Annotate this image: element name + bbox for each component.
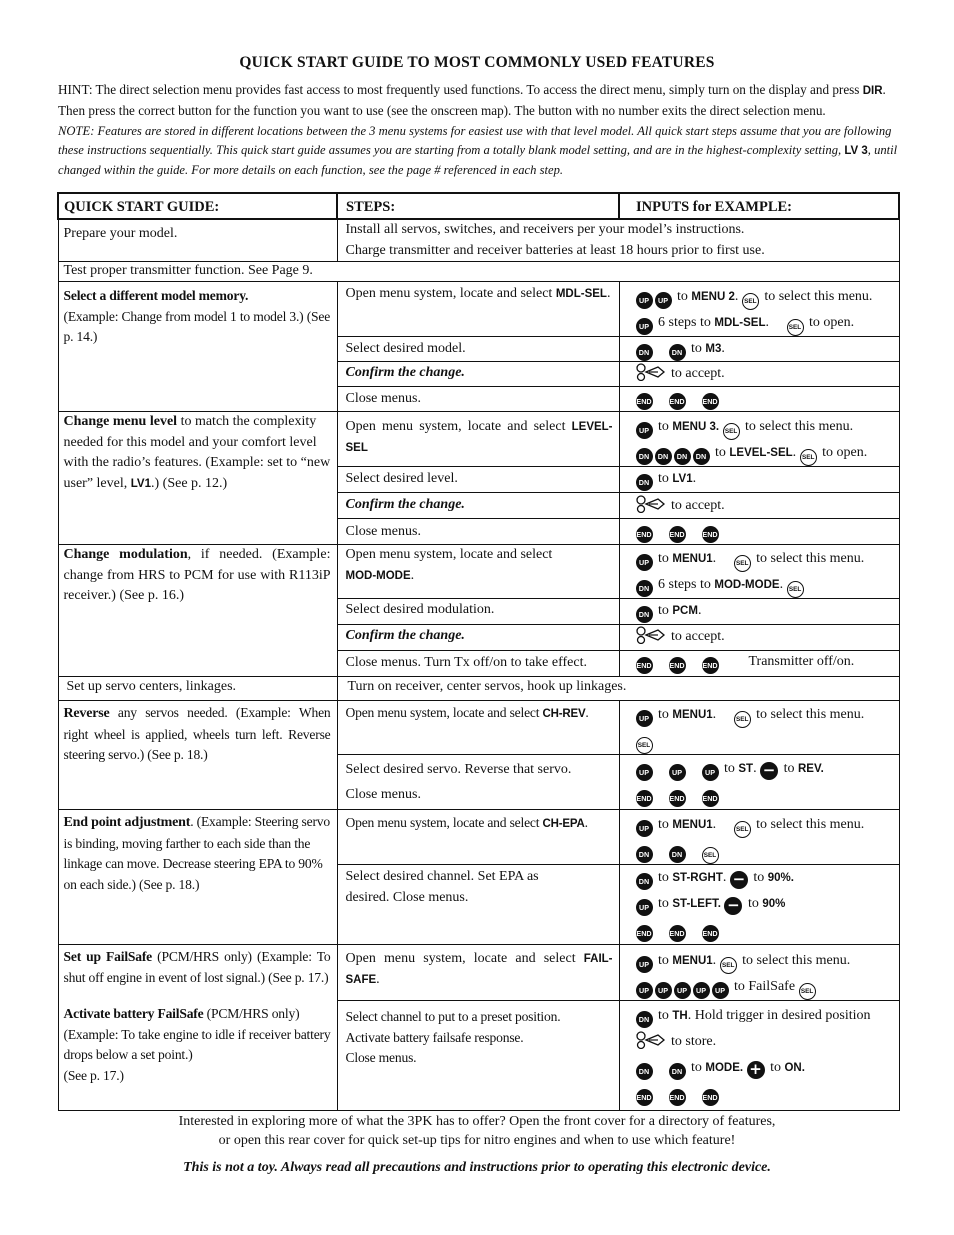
up-button-icon: UP	[655, 982, 672, 999]
guide-cell: Set up servo centers, linkages.	[58, 677, 337, 701]
sel-button-icon: SEL	[734, 821, 751, 838]
input-text: to accept.	[667, 629, 725, 644]
end-button-icon: END	[702, 393, 719, 410]
warning-text: This is not a toy. Always read all precautions and instructions prior to operating this electronic device.	[183, 1160, 771, 1175]
hint-text: HINT: The direct selection menu provides fast access to most frequently used functions. To access the direct menu, simply turn on the display and press	[58, 82, 863, 97]
guide-text: (Example: Change from model 1 to model 3.) (See p. 14.)	[63, 308, 331, 344]
dn-button-icon: DN	[636, 448, 653, 465]
end-button-icon: END	[669, 790, 686, 807]
footer-line: Interested in exploring more of what the 3PK has to offer? Open the front cover for a directory of features,	[178, 1114, 776, 1129]
guide-text: (See p. 17.)	[63, 1067, 124, 1083]
up-button-icon: UP	[702, 764, 719, 781]
steps-cell: Open menu system, locate and select FAIL-SAFE.	[337, 945, 619, 1001]
up-button-icon: UP	[636, 292, 653, 309]
step-text: Select channel to put to a preset position.	[345, 1009, 561, 1024]
input-text: to open.	[818, 445, 868, 460]
inputs-cell: UP to MENU1. SEL to select this menu. UP UP UP UP UP to FailSafe SEL	[619, 945, 899, 1001]
sel-button-icon: SEL	[742, 293, 759, 310]
inputs-cell: DN to ST-RGHT. − to 90%. UP to ST-LEFT. − to 90% END END END	[619, 865, 899, 945]
sel-button-icon: SEL	[720, 957, 737, 974]
end-button-icon: END	[702, 925, 719, 942]
end-button-icon: END	[636, 1089, 653, 1106]
inputs-cell: UP to MENU1. SEL to select this menu. DN 6 steps to MOD-MODE. SEL	[619, 545, 899, 599]
inputs-cell: UP UP UP to ST. − to REV. END END END	[619, 755, 899, 810]
dn-button-icon: DN	[636, 1063, 653, 1080]
steps-cell: Close menus.	[337, 519, 619, 545]
guide-cell	[58, 810, 337, 945]
steps-cell: Confirm the change.	[337, 362, 619, 387]
steps-cell	[337, 755, 619, 810]
step-text: Open menu system, locate and select	[345, 286, 553, 301]
guide-cell: Test proper transmitter function. See Page 9.	[58, 262, 899, 282]
input-text: to store.	[667, 1034, 717, 1049]
input-text: Transmitter off/on.	[748, 654, 855, 669]
menu-keyword: ST-LEFT.	[672, 898, 721, 910]
trigger-icon	[636, 1031, 666, 1049]
input-text: to select this menu.	[752, 817, 865, 832]
footer-line: or open this rear cover for quick set-up tips for nitro engines and when to use which feature!	[218, 1133, 736, 1148]
step-text: Charge transmitter and receiver batteries at least 18 hours prior to first use.	[345, 242, 765, 258]
dn-button-icon: DN	[636, 474, 653, 491]
inputs-cell: UP to MENU 3. SEL to select this menu. DN DN DN DN to LEVEL-SEL. SEL to open.	[619, 412, 899, 467]
step-text: Install all servos, switches, and receivers per your model’s instructions.	[345, 222, 745, 237]
minus-button-icon: −	[724, 897, 742, 915]
menu-keyword: ST	[738, 763, 754, 775]
steps-cell: Select desired model.	[337, 337, 619, 362]
steps-cell	[337, 219, 899, 262]
step-text: Open menu system, locate and select	[345, 951, 576, 966]
step-text: Close menus.	[345, 1050, 417, 1065]
steps-cell: Turn on receiver, center servos, hook up linkages.	[337, 677, 899, 701]
guide-cell: Prepare your model.	[58, 219, 337, 262]
up-button-icon: UP	[636, 554, 653, 571]
end-button-icon: END	[702, 526, 719, 543]
guide-cell	[58, 945, 337, 1111]
guide-title: Change menu level	[63, 414, 178, 429]
header-steps: STEPS:	[337, 193, 619, 219]
inputs-cell: UP to MENU1. SEL to select this menu. DN DN SEL	[619, 810, 899, 865]
end-button-icon: END	[669, 1089, 686, 1106]
menu-keyword: ON.	[784, 1062, 805, 1074]
sel-button-icon: SEL	[800, 449, 817, 466]
inputs-cell	[619, 387, 899, 412]
step-text: Open menu system, locate and select	[345, 547, 553, 562]
steps-cell	[337, 412, 619, 467]
up-button-icon: UP	[712, 982, 729, 999]
menu-keyword: MDL-SEL	[714, 317, 766, 329]
sel-button-icon: SEL	[799, 983, 816, 1000]
guide-cell	[58, 282, 337, 412]
dn-button-icon: DN	[636, 873, 653, 890]
steps-cell: Open menu system, locate and select CH-REV.	[337, 701, 619, 755]
steps-cell: Close menus.	[337, 387, 619, 412]
steps-cell: Open menu system, locate and select CH-EPA.	[337, 810, 619, 865]
inputs-cell	[619, 362, 899, 387]
end-button-icon: END	[636, 657, 653, 674]
note-paragraph	[58, 122, 898, 180]
up-button-icon: UP	[636, 318, 653, 335]
guide-title: End point adjustment	[63, 815, 191, 830]
step-text: Open menu system, locate and select	[345, 815, 543, 830]
steps-cell: Confirm the change.	[337, 493, 619, 519]
up-button-icon: UP	[636, 956, 653, 973]
input-text: to FailSafe	[730, 979, 799, 994]
inputs-cell: UP to MENU1. SEL to select this menu. SEL	[619, 701, 899, 755]
up-button-icon: UP	[636, 899, 653, 916]
end-button-icon: END	[669, 526, 686, 543]
menu-keyword: MODE.	[705, 1062, 744, 1074]
steps-cell: Close menus. Turn Tx off/on to take effect.	[337, 651, 619, 677]
up-button-icon: UP	[636, 422, 653, 439]
menu-keyword: LV1	[130, 477, 151, 490]
dn-button-icon: DN	[669, 846, 686, 863]
table-row	[58, 545, 899, 599]
inputs-cell: DN DN to M3.	[619, 337, 899, 362]
dn-button-icon: DN	[636, 846, 653, 863]
dn-button-icon: DN	[636, 606, 653, 623]
input-text: . Hold trigger in desired position	[687, 1008, 871, 1023]
end-button-icon: END	[702, 790, 719, 807]
dn-button-icon: DN	[669, 344, 686, 361]
inputs-cell	[619, 519, 899, 545]
guide-title: Change modulation	[63, 547, 188, 562]
inputs-cell: DN to TH. Hold trigger in desired position to store. DN DN to MODE. + to ON. END END END	[619, 1001, 899, 1111]
sel-button-icon: SEL	[734, 711, 751, 728]
menu-keyword: MENU1	[672, 955, 713, 967]
end-button-icon: END	[669, 925, 686, 942]
step-text: Open menu system, locate and select	[345, 705, 543, 720]
guide-text: (PCM/HRS only) (Example: To shut off engine in event of lost signal.) (See p. 17.)	[63, 949, 331, 985]
input-text: to accept.	[667, 498, 725, 513]
minus-button-icon: −	[760, 762, 778, 780]
hint-text-end: . Then press the correct button for the function you want to use (see the onscreen map). The button with no number exits the direct selection menu.	[58, 82, 886, 118]
guide-text: , if needed. (Example: change from HRS to PCM for use with R113iP receiver.) (See p. 16.)	[63, 547, 331, 603]
menu-keyword: CH-REV	[542, 708, 586, 720]
guide-cell	[58, 545, 337, 677]
dn-button-icon: DN	[636, 580, 653, 597]
sel-button-icon: SEL	[734, 555, 751, 572]
plus-button-icon: +	[747, 1061, 765, 1079]
menu-keyword: MENU1	[672, 819, 713, 831]
trigger-icon	[636, 626, 666, 644]
up-button-icon: UP	[674, 982, 691, 999]
input-text: to select this menu.	[741, 419, 854, 434]
menu-keyword: MENU 3.	[672, 421, 720, 433]
guide-title: Reverse	[63, 706, 110, 721]
guide-cell	[58, 701, 337, 810]
inputs-cell: DN to LV1.	[619, 467, 899, 493]
steps-cell: Select desired modulation.	[337, 599, 619, 625]
steps-cell: Confirm the change.	[337, 625, 619, 651]
menu-keyword: 90%	[762, 898, 786, 910]
guide-text: to match the complexity needed for this model and your comfort level with the radio’s features. (Example: set to “new user” level,	[63, 414, 331, 491]
input-text: to select this menu.	[738, 953, 851, 968]
end-button-icon: END	[636, 790, 653, 807]
input-text: to open.	[805, 315, 855, 330]
table-row	[58, 219, 899, 262]
table-row	[58, 282, 899, 337]
step-text: Activate battery failsafe response.	[345, 1029, 524, 1045]
steps-cell: Open menu system, locate and select MOD-MODE.	[337, 545, 619, 599]
steps-cell: Select desired channel. Set EPA as desired. Close menus.	[337, 865, 619, 945]
dn-button-icon: DN	[655, 448, 672, 465]
guide-text: . (Example: Steering servo is binding, moving farther to each side than the linkage can move. Decrease steering EPA to 90% on each side.) (See p. 18.)	[63, 814, 330, 892]
guide-title: Activate battery FailSafe	[63, 1006, 204, 1021]
header-guide: QUICK START GUIDE:	[58, 193, 337, 219]
note-text: NOTE: Features are stored in different locations between the 3 menu systems for easiest use with that level model. All quick start steps assume that you are following these instructions sequentially. This quick start guide assumes you are starting from a totally blank model setting, and are in the highest-complexity setting,	[58, 124, 892, 157]
table-header-row	[58, 193, 899, 219]
menu-keyword: MDL-SEL	[555, 288, 607, 300]
guide-title: Set up FailSafe	[63, 949, 153, 964]
inputs-cell	[619, 625, 899, 651]
dn-button-icon: DN	[674, 448, 691, 465]
sel-button-icon: SEL	[787, 319, 804, 336]
table-row	[58, 701, 899, 755]
menu-keyword: ST-RGHT	[672, 872, 723, 884]
dn-button-icon: DN	[636, 1011, 653, 1028]
table-row	[58, 412, 899, 467]
up-button-icon: UP	[636, 982, 653, 999]
menu-keyword: MOD-MODE	[345, 569, 411, 582]
up-button-icon: UP	[669, 764, 686, 781]
end-button-icon: END	[636, 526, 653, 543]
inputs-cell: UP UP to MENU 2. SEL to select this menu. UP 6 steps to MDL-SEL. SEL to open.	[619, 282, 899, 337]
input-text: to select this menu.	[752, 707, 865, 722]
table-row	[58, 945, 899, 1001]
up-button-icon: UP	[636, 764, 653, 781]
end-button-icon: END	[636, 393, 653, 410]
end-button-icon: END	[702, 1089, 719, 1106]
table-row	[58, 810, 899, 865]
dir-key-label: DIR	[862, 85, 883, 97]
sel-button-icon: SEL	[636, 737, 653, 754]
guide-text: any servos needed. (Example: When right wheel is applied, wheels turn left. Reverse steering servo.) (See p. 18.)	[63, 705, 331, 762]
menu-keyword: MENU 2	[691, 291, 735, 303]
steps-cell: Open menu system, locate and select MDL-SEL.	[337, 282, 619, 337]
sel-button-icon: SEL	[702, 847, 719, 864]
input-text: to accept.	[667, 366, 725, 381]
header-inputs: INPUTS for EXAMPLE:	[619, 193, 899, 219]
menu-keyword: LEVEL-SEL	[345, 421, 613, 454]
table-row	[58, 262, 899, 282]
step-text: Select desired servo. Reverse that servo.	[345, 762, 572, 777]
step-text: Open menu system, locate and select	[345, 419, 566, 434]
inputs-cell	[619, 493, 899, 519]
up-button-icon: UP	[636, 820, 653, 837]
input-text: 6 steps to	[654, 315, 715, 330]
steps-cell: Select desired level.	[337, 467, 619, 493]
dn-button-icon: DN	[693, 448, 710, 465]
end-button-icon: END	[636, 925, 653, 942]
table-row	[58, 677, 899, 701]
input-text: to select this menu.	[760, 289, 873, 304]
steps-cell	[337, 1001, 619, 1111]
menu-keyword: REV.	[797, 763, 824, 775]
menu-keyword: FAIL-SAFE	[345, 953, 613, 986]
menu-keyword: LV1	[672, 473, 693, 485]
note-text-end: , until changed within the guide. For more details on each function, see the page # referenced in each step.	[58, 143, 898, 177]
quick-start-table	[57, 192, 900, 1111]
minus-button-icon: −	[730, 871, 748, 889]
trigger-icon	[636, 363, 666, 381]
menu-keyword: 90%.	[767, 872, 794, 884]
menu-keyword: CH-EPA	[542, 818, 585, 830]
menu-keyword: MENU1	[672, 553, 713, 565]
dn-button-icon: DN	[669, 1063, 686, 1080]
sel-button-icon: SEL	[723, 423, 740, 440]
menu-keyword: TH	[672, 1010, 688, 1022]
input-text: 6 steps to	[654, 577, 715, 592]
sel-button-icon: SEL	[787, 581, 804, 598]
menu-keyword: M3	[705, 343, 722, 355]
menu-keyword: PCM	[672, 605, 698, 617]
inputs-cell	[619, 651, 899, 677]
guide-cell: Change menu level to match the complexity needed for this model and your comfort level with the radio’s features. (Example: set to “new user” level, LV1.) (See p. 12.)	[58, 412, 337, 545]
up-button-icon: UP	[636, 710, 653, 727]
input-text: to select this menu.	[752, 551, 865, 566]
up-button-icon: UP	[693, 982, 710, 999]
hint-paragraph	[58, 80, 898, 120]
trigger-icon	[636, 495, 666, 513]
step-text: Close menus.	[345, 787, 421, 802]
inputs-cell: DN to PCM.	[619, 599, 899, 625]
guide-text: (PCM/HRS only) (Example: To take engine to idle if receiver battery drops below a set point.)	[63, 1006, 331, 1062]
up-button-icon: UP	[655, 292, 672, 309]
end-button-icon: END	[702, 657, 719, 674]
lv3-label: LV 3	[844, 145, 868, 157]
end-button-icon: END	[669, 393, 686, 410]
menu-keyword: MENU1	[672, 709, 713, 721]
menu-keyword: LEVEL-SEL	[729, 447, 793, 459]
guide-title: Select a different model memory.	[63, 288, 249, 303]
end-button-icon: END	[669, 657, 686, 674]
menu-keyword: MOD-MODE	[714, 579, 780, 591]
dn-button-icon: DN	[636, 344, 653, 361]
page-title: QUICK START GUIDE TO MOST COMMONLY USED FEATURES	[239, 54, 715, 71]
